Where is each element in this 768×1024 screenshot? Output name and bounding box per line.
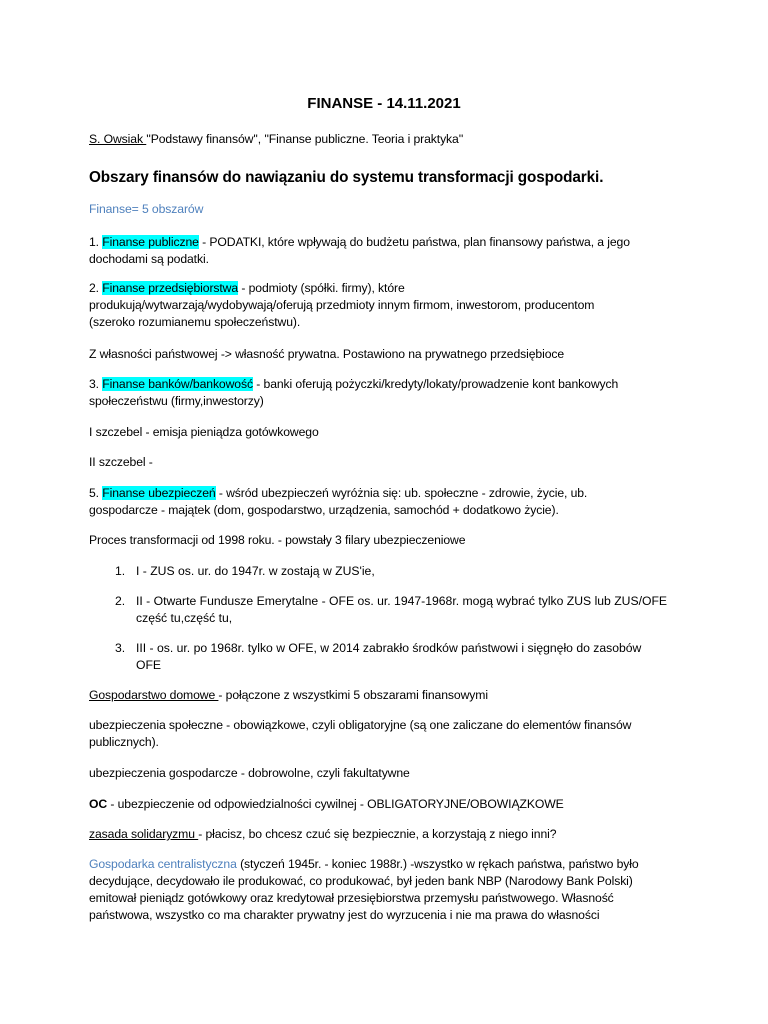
- area-term-highlight: Finanse ubezpieczeń: [102, 486, 216, 500]
- list-item-line: II - Otwarte Fundusze Emerytalne - OFE os. ur. 1947-1968r. mogą wybrać tylko ZUS lub ZUS/OFE: [136, 594, 668, 608]
- area-number: 1.: [89, 235, 103, 249]
- area-public-finance: [89, 234, 679, 268]
- area-description: - podmioty (spółki. firmy), które: [238, 281, 405, 295]
- area-description-cont: (szeroko rozumianemu społeczeństwu).: [89, 315, 301, 329]
- list-number: 3.: [115, 641, 126, 655]
- paragraph-line: (styczeń 1945r. - koniec 1988r.) -wszystko w rękach państwa, państwo było: [236, 857, 639, 871]
- list-number: 1.: [115, 564, 126, 578]
- area-term-highlight: Finanse banków/bankowość: [102, 377, 253, 391]
- area-description-cont: produkują/wytwarzają/wydobywają/oferują przedmioty innym firmom, inwestorom, producentom: [89, 298, 595, 312]
- list-item-line: I - ZUS os. ur. do 1947r. w zostają w ZUS'ie,: [136, 564, 375, 578]
- list-item-text: [136, 640, 676, 674]
- list-item-text: [136, 593, 676, 627]
- oc-term: OC: [89, 797, 108, 811]
- paragraph-line: decydujące, decydowało ile produkować, co produkować, był jeden bank NBP (Narodowy Bank Polski): [89, 874, 633, 888]
- business-insurance-paragraph: ubezpieczenia gospodarcze - dobrowolne, czyli fakultatywne: [89, 766, 410, 780]
- area-description-cont: społeczeństwu (firmy,inwestorzy): [89, 394, 264, 408]
- book-titles: ''Podstawy finansów'', ''Finanse publiczne. Teoria i praktyka'': [146, 132, 464, 146]
- area-number: 2.: [89, 281, 103, 295]
- solidarity-term: zasada solidaryzmu: [89, 827, 199, 841]
- banking-level-1: I szczebel - emisja pieniądza gotówkowego: [89, 425, 319, 439]
- paragraph-line: emitował pieniądz gotówkowy oraz kredytował przesiębiorstwa przemysłu państwowego. Własność: [89, 891, 614, 905]
- sources-line: [89, 131, 679, 148]
- area-number: 3.: [89, 377, 103, 391]
- area-description-cont: dochodami są podatki.: [89, 252, 209, 266]
- subheading: Finanse= 5 obszarów: [89, 202, 204, 216]
- solidarity-paragraph: [89, 826, 679, 843]
- area-banking-finance: [89, 376, 679, 410]
- paragraph-line: państwowa, wszystko co ma charakter prywatny jest do wyrzucenia i nie ma prawa do własności: [89, 908, 600, 922]
- paragraph-line: publicznych).: [89, 735, 159, 749]
- list-item-line: część tu,część tu,: [136, 611, 233, 625]
- banking-level-2: II szczebel -: [89, 455, 153, 469]
- ownership-note: Z własności państwowej -> własność prywatna. Postawiono na prywatnego przedsiębioce: [89, 347, 565, 361]
- author-name: S. Owsiak: [89, 132, 147, 146]
- area-description-cont: gospodarcze - majątek (dom, gospodarstwo, urządzenia, samochód + dodatkowo życie).: [89, 503, 559, 517]
- list-item-line: III - os. ur. po 1968r. tylko w OFE, w 2014 zabrakło środków państwowi i sięgnęło do zasobów: [136, 641, 642, 655]
- centralized-term: Gospodarka centralistyczna: [89, 857, 237, 871]
- area-description: - banki oferują pożyczki/kredyty/lokaty/prowadzenie kont bankowych: [252, 377, 619, 391]
- area-description: - PODATKI, które wpływają do budżetu państwa, plan finansowy państwa, a jego: [198, 235, 630, 249]
- paragraph-line: ubezpieczenia społeczne - obowiązkowe, czyli obligatoryjne (są one zaliczane do elementów finansów: [89, 718, 632, 732]
- transformation-process: Proces transformacji od 1998 roku. - powstały 3 filary ubezpieczeniowe: [89, 533, 466, 547]
- area-term-highlight: Finanse przedsiębiorstwa: [102, 281, 239, 295]
- social-insurance-paragraph: [89, 717, 679, 751]
- oc-paragraph: [89, 796, 679, 813]
- household-term: Gospodarstwo domowe: [89, 688, 219, 702]
- area-insurance-finance: [89, 485, 679, 519]
- oc-description: - ubezpieczenie od odpowiedzialności cywilnej - OBLIGATORYJNE/OBOWIĄZKOWE: [107, 797, 564, 811]
- area-term-highlight: Finanse publiczne: [102, 235, 199, 249]
- area-enterprise-finance: [89, 280, 679, 331]
- area-description: - wśród ubezpieczeń wyróżnia się: ub. społeczne - zdrowie, życie, ub.: [215, 486, 588, 500]
- document-title: FINANSE - 14.11.2021: [307, 95, 461, 112]
- solidarity-description: - płacisz, bo chcesz czuć się bezpiecznie, a korzystają z niego inni?: [198, 827, 557, 841]
- list-number: 2.: [115, 594, 126, 608]
- household-description: - połączone z wszystkimi 5 obszarami finansowymi: [218, 688, 488, 702]
- area-number: 5.: [89, 486, 103, 500]
- list-item-line: OFE: [136, 658, 162, 672]
- centralized-economy-paragraph: [89, 856, 679, 924]
- list-item-text: [136, 563, 676, 580]
- main-heading: Obszary finansów do nawiązaniu do systemu transformacji gospodarki.: [89, 169, 604, 186]
- household-paragraph: [89, 687, 679, 704]
